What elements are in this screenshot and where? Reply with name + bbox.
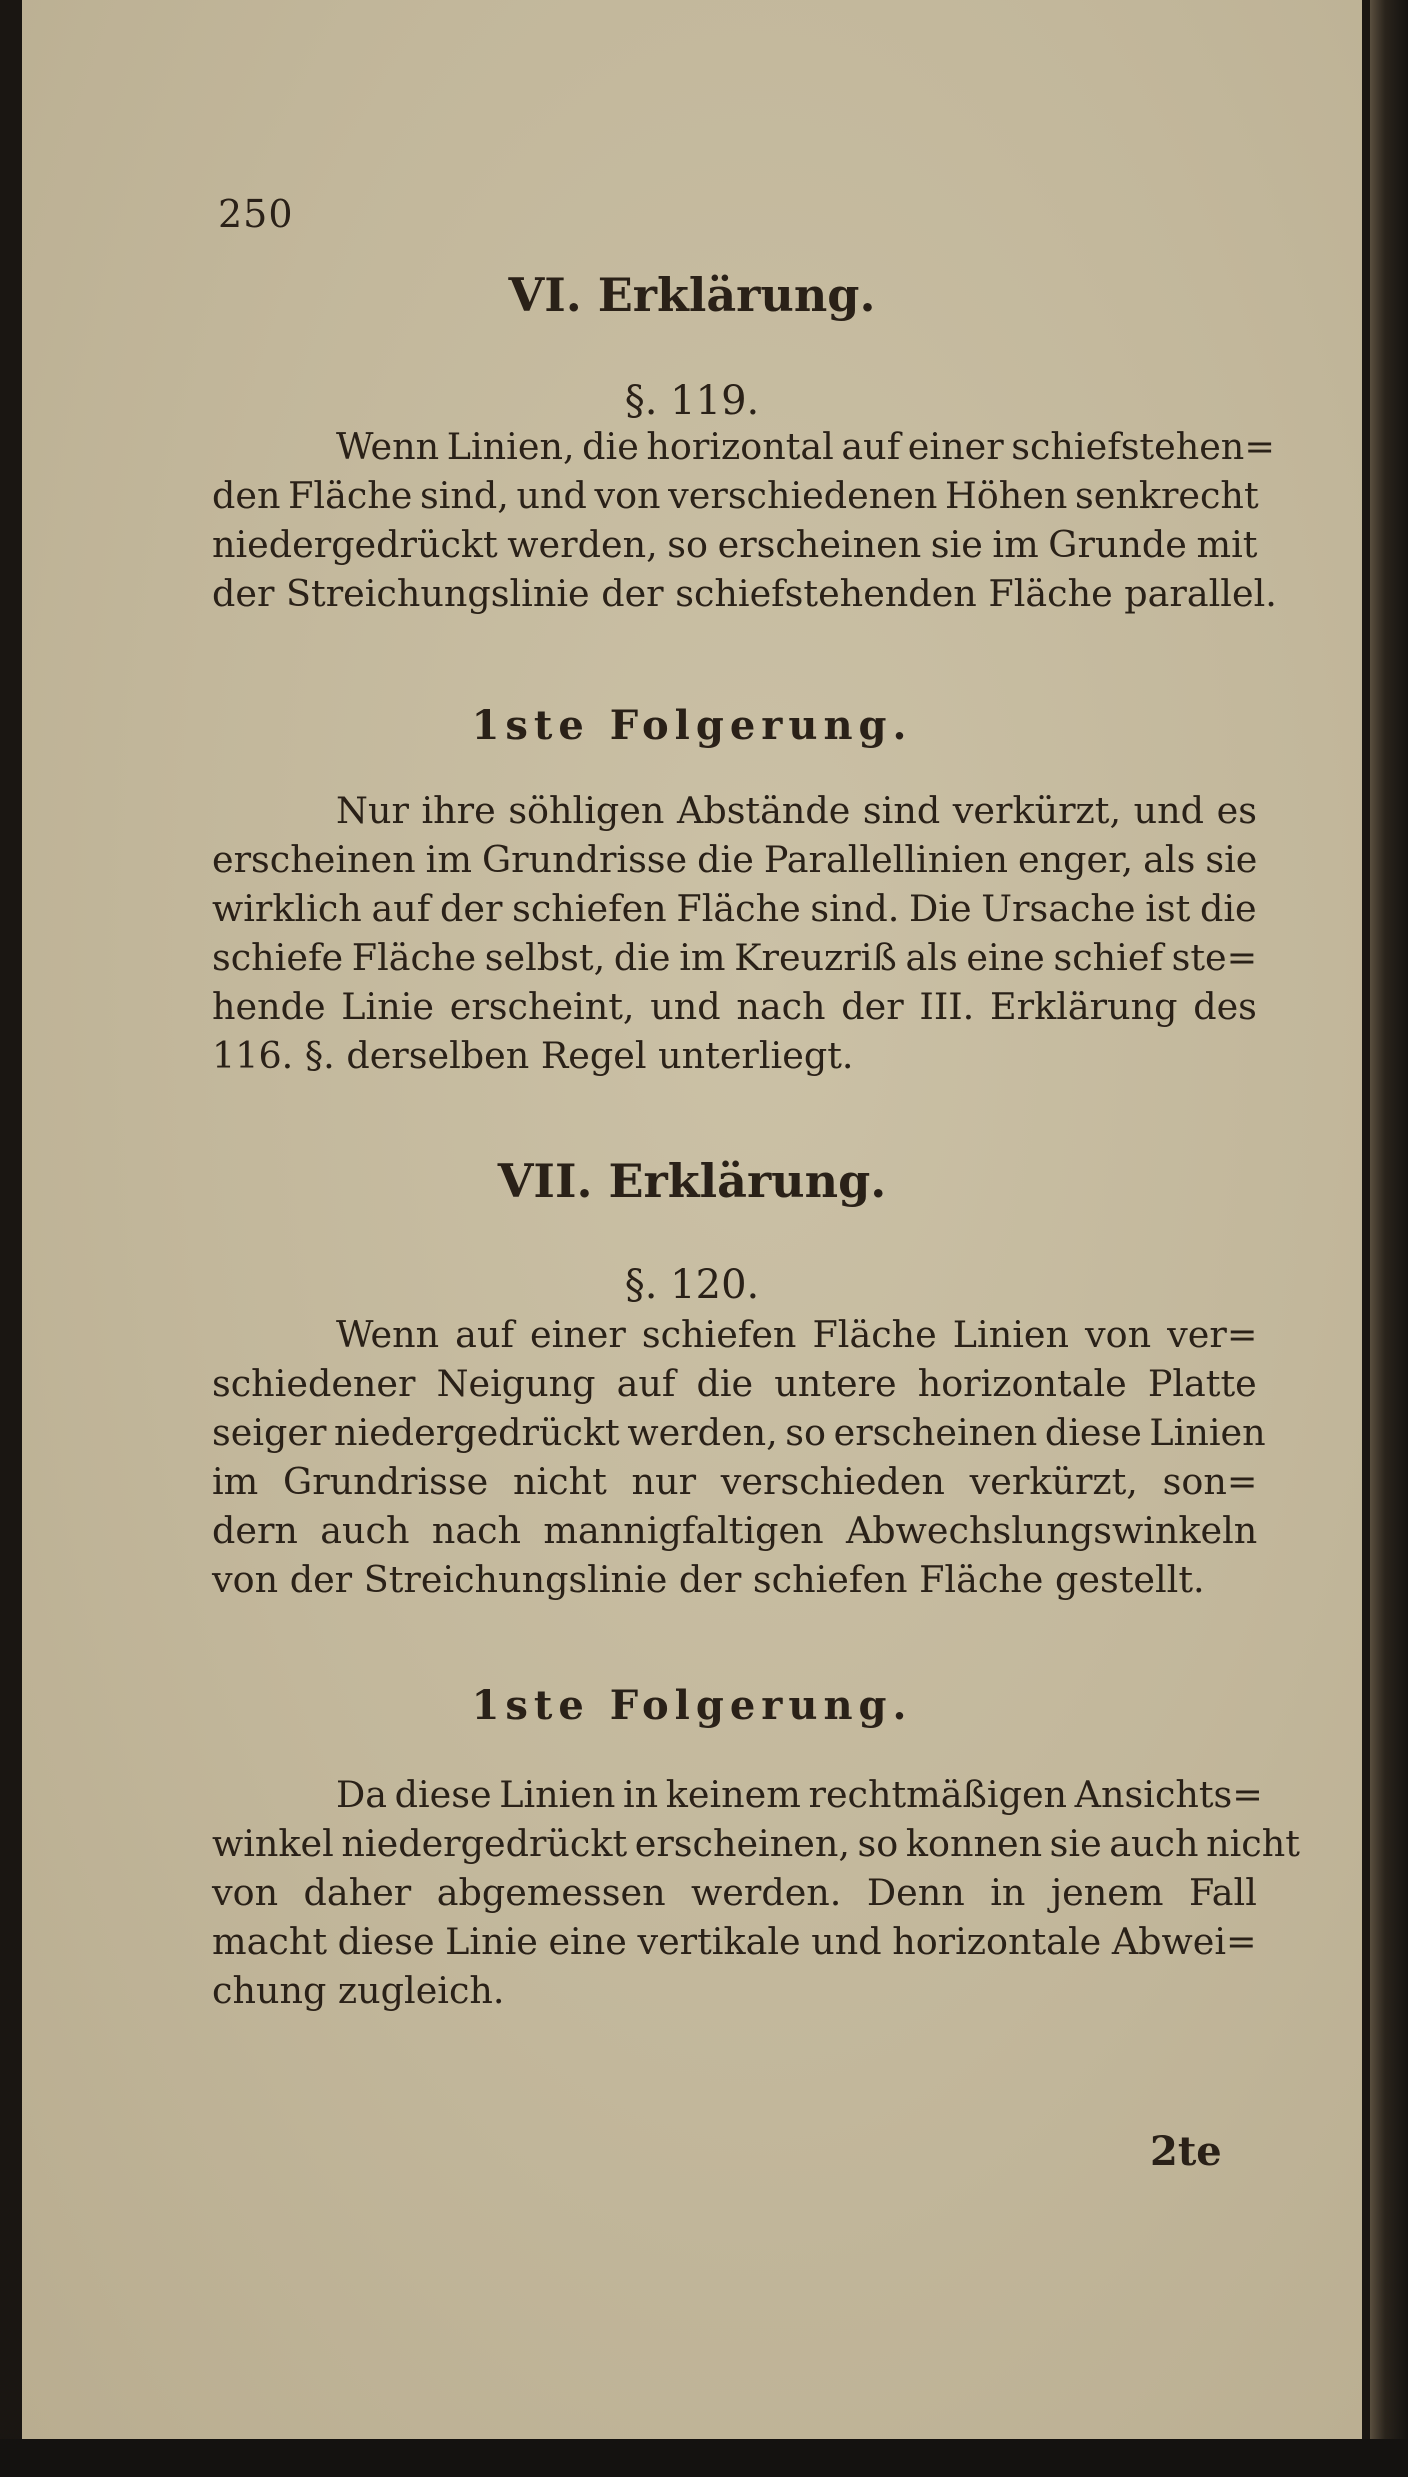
paragraph-number: §. 120. [624,1262,760,1308]
catchword: 2te [1150,2128,1222,2175]
text-line: der Streichungslinie der schiefstehenden Fläche parallel. [212,572,1277,615]
text-line: schiefe Fläche selbst, die im Kreuzriß als eine schief ste= [212,936,1258,979]
paragraph-text [212,1310,1266,1604]
section-heading: VI. Erklärung. [508,268,876,322]
text-line: Da diese Linien in keinem rechtmäßigen Ansichts= [336,1773,1263,1816]
text-line: 116. §. derselben Regel unterliegt. [212,1034,854,1077]
text-line: wirklich auf der schiefen Fläche sind. Die Ursache ist die [212,887,1257,930]
folgerung-title: 1ste Folgerung. [471,702,913,749]
folgerung-title: 1ste Folgerung. [471,1682,913,1729]
text-line: erscheinen im Grundrisse die Parallellinien enger, als sie [212,838,1258,881]
book-page [22,0,1362,2440]
text-line: schiedener Neigung auf die untere horizontale Platte [212,1362,1257,1405]
paragraph-number: §. 119. [624,378,760,424]
book-gutter [1370,0,1408,2477]
text-line: dern auch nach mannigfaltigen Abwechslungswinkeln [212,1509,1258,1552]
text-line: Wenn auf einer schiefen Fläche Linien von ver= [336,1313,1258,1356]
page-bottom-edge [0,2439,1408,2477]
text-line: niedergedrückt werden, so erscheinen sie im Grunde mit [212,523,1258,566]
text-line: hende Linie erscheint, und nach der III. Erklärung des [212,985,1257,1028]
folgerung-text [212,1770,1300,2015]
text-line: winkel niedergedrückt erscheinen, so konnen sie auch nicht [212,1822,1300,1865]
text-line: Nur ihre söhligen Abstände sind verkürzt, und es [336,789,1257,832]
folgerung-text [212,786,1257,1080]
text-line: macht diese Linie eine vertikale und horizontale Abwei= [212,1920,1257,1963]
text-line: Wenn Linien, die horizontal auf einer schiefstehen= [336,425,1275,468]
text-line: im Grundrisse nicht nur verschieden verkürzt, son= [212,1460,1258,1503]
text-line: seiger niedergedrückt werden, so erscheinen diese Linien [212,1411,1266,1454]
section-heading: VII. Erklärung. [497,1154,887,1208]
text-line: chung zugleich. [212,1969,505,2012]
text-line: von daher abgemessen werden. Denn in jenem Fall [212,1871,1257,1914]
text-line: von der Streichungslinie der schiefen Fläche gestellt. [212,1558,1205,1601]
page-number: 250 [218,192,294,236]
paragraph-text [212,422,1277,618]
text-line: den Fläche sind, und von verschiedenen Höhen senkrecht [212,474,1259,517]
